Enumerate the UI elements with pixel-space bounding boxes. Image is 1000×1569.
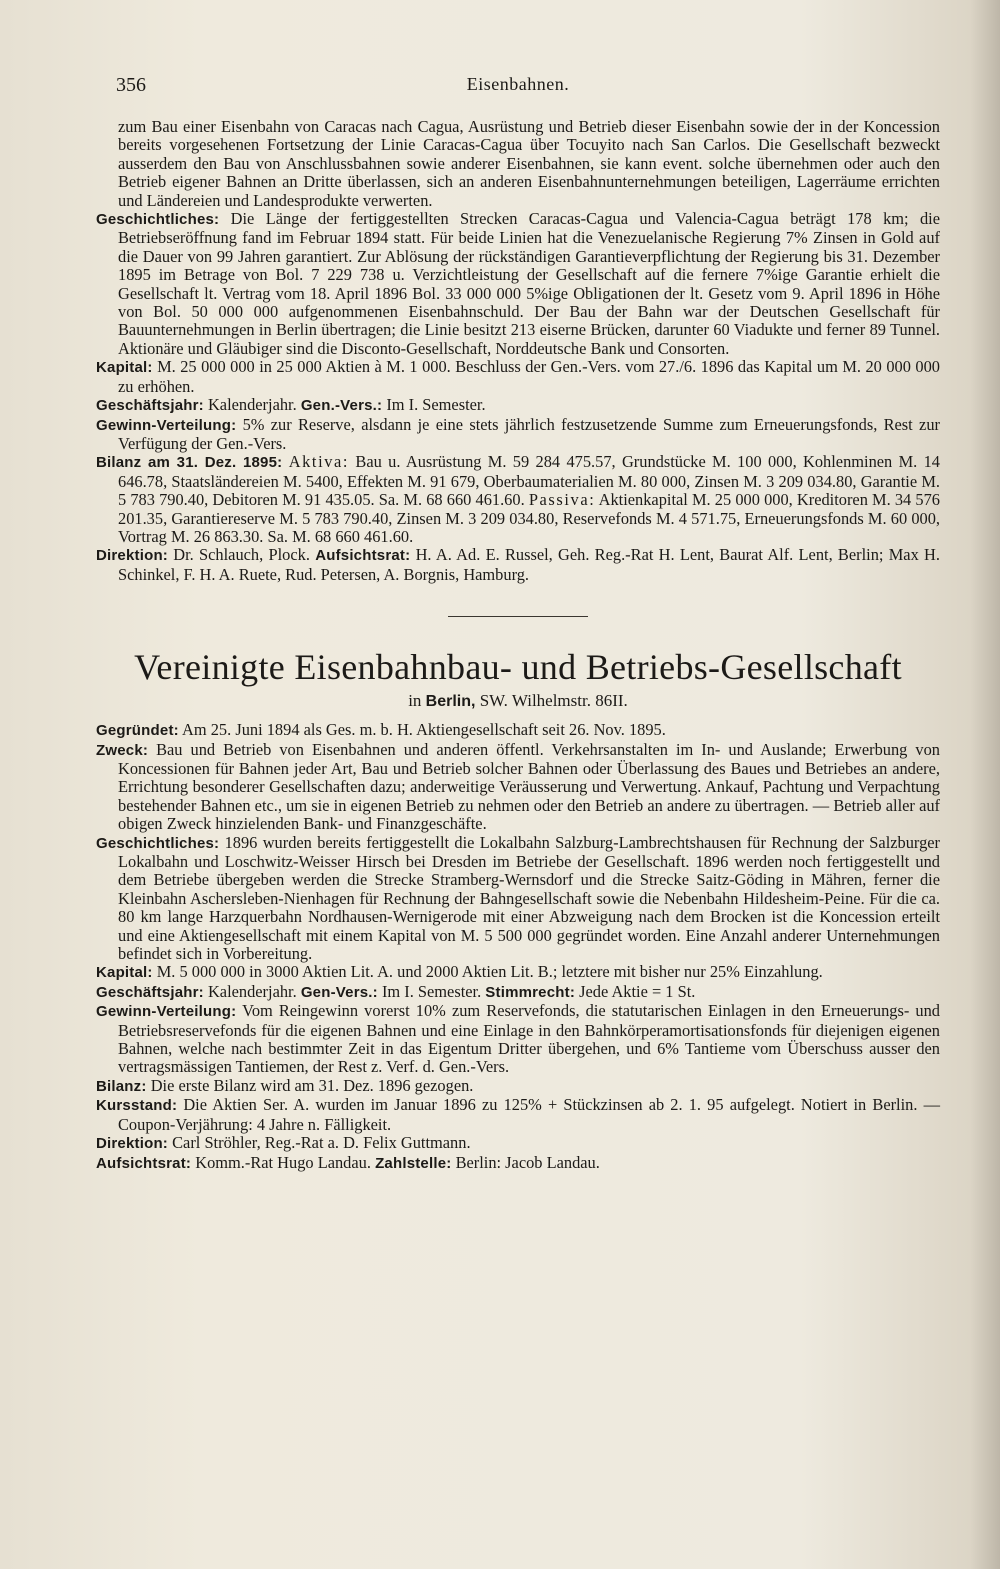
kapital-label-2: Kapital: — [96, 964, 153, 982]
bilanz-text-2: Die erste Bilanz wird am 31. Dez. 1896 gezogen. — [150, 1075, 474, 1095]
gewinn-label-2: Gewinn-Verteilung: — [96, 1003, 237, 1021]
geschaeftsjahr-text-2: Kalenderjahr. — [207, 981, 297, 1001]
kursstand-text: Die Aktien Ser. A. wurden im Januar 1896 zu 125% + Stückzinsen ab 2. 1. 95 aufgelegt. Notiert in Berlin. — Coupon-Verjährung: 4 Jahre n. Fälligkeit. — [118, 1095, 940, 1134]
geschaeftsjahr-label: Geschäftsjahr: — [96, 397, 204, 415]
direktion-label: Direktion: — [96, 547, 169, 565]
intro-text: zum Bau einer Eisenbahn von Caracas nach Cagua, Ausrüstung und Betrieb dieser Eisenbahn sowie der in der Koncession bereits vorgesehenen Fortsetzung der Linie Caracas-Cagua über Tocuyito nach San Carlos. Die Gesellschaft bezweckt ausserdem den Bau von Anschlussbahnen sowie anderer Eisenbahnen, sie kann event. solche übernehmen oder auch den Betrieb eigener Bahnen an Dritte überlassen, sich an anderen Eisenbahnunternehmungen beteiligen, Lagerräume errichten und Ländereien und Landesprodukte verwerten. — [118, 117, 940, 210]
zahlstelle-text: Berlin: Jacob Landau. — [455, 1152, 600, 1172]
gewinn-label: Gewinn-Verteilung: — [96, 416, 237, 434]
entry-intro-paragraph — [96, 118, 940, 210]
genvers-text-2: Im I. Semester. — [381, 981, 482, 1001]
section-divider — [448, 616, 588, 617]
genvers-label-2: Gen-Vers.: — [300, 983, 378, 1001]
aktiva-text: Bau u. Ausrüstung M. 59 284 475.57, Grundstücke M. 100 000, Kohlenminen M. 14 646.78, Staatsländereien M. 5400, Effekten M. 91 679, Oberbaumaterialien M. 80 000, Zinsen M. 3 209 034.80, Garantie M. 5 783 790.40, Debitoren M. 91 435.05. Sa. M. 68 660 461.60. — [118, 452, 940, 510]
zahlstelle-label: Zahlstelle: — [375, 1154, 452, 1172]
aufsichtsrat-text: H. A. Ad. E. Russel, Geh. Reg.-Rat H. Lent, Baurat Alf. Lent, Berlin; Max H. Schinkel, F. H. A. Ruete, Rud. Petersen, A. Borgnis, Hamburg. — [118, 545, 940, 584]
location-address: SW. Wilhelmstr. 86II. — [479, 691, 628, 711]
kapital-text: M. 25 000 000 in 25 000 Aktien à M. 1 000. Beschluss der Gen.-Vers. vom 27./6. 1896 das Kapital um M. 20 000 000 zu erhöhen. — [118, 357, 940, 396]
gegruendet-label: Gegründet: — [96, 722, 179, 740]
gewinn-paragraph-2 — [96, 1002, 940, 1077]
aktiva-label: Aktiva: — [288, 452, 350, 472]
zweck-paragraph — [96, 741, 940, 834]
geschaeftsjahr-paragraph-2 — [96, 983, 940, 1002]
gewinn-text: 5% zur Reserve, alsdann je eine stets jährlich festzusetzende Summe zum Erneuerungsfonds, Rest zur Verfügung der Gen.-Vers. — [118, 414, 940, 453]
zweck-text: Bau und Betrieb von Eisenbahnen und anderen öffentl. Verkehrsanstalten im In- und Auslande; Erwerbung von Koncessionen für Bahnen jeder Art, Bau und Betrieb solcher Bahnen oder Überlassung des Baues und Betriebes an andere, Errichtung besonderer Gesellschaften dazu; anderweitige Veräusserung und Verwertung. Ankauf, Pachtung und Verpachtung bestehender Bahnen etc., um sie in eigenen Betrieb zu nehmen oder den Betrieb an andere zu übertragen. — Betrieb aller auf obigen Zweck hinzielenden Bank- und Finanzgeschäfte. — [118, 739, 940, 834]
genvers-label: Gen.-Vers.: — [300, 397, 383, 415]
location-city: Berlin, — [425, 693, 476, 711]
geschichtliches-label-2: Geschichtliches: — [96, 834, 220, 852]
kapital-label: Kapital: — [96, 359, 153, 377]
page-number: 356 — [116, 74, 146, 96]
geschichtliches-paragraph-2 — [96, 834, 940, 964]
passiva-text: Aktienkapital M. 25 000 000, Kreditoren M. 34 576 201.35, Garantiereserve M. 5 783 790.40, Zinsen M. 3 209 034.80, Reservefonds M. 4 571.75, Erneuerungsfonds M. 60 000, Vortrag M. 26 863.30. Sa. M. 68 660 461.60. — [118, 490, 940, 546]
entry-vereinigte-body — [96, 721, 940, 1173]
kapital-text-2: M. 5 000 000 in 3000 Aktien Lit. A. und 2000 Aktien Lit. B.; letztere mit bisher nur 25% Einzahlung. — [156, 962, 823, 982]
direktion-paragraph-2 — [96, 1134, 940, 1153]
stimmrecht-label: Stimmrecht: — [485, 983, 576, 1001]
kapital-paragraph — [96, 358, 940, 396]
aufsichtsrat-text-2: Komm.-Rat Hugo Landau. — [195, 1152, 371, 1172]
bilanz-label: Bilanz am 31. Dez. 1895: — [96, 454, 283, 472]
geschichtliches-text: Die Länge der fertiggestellten Strecken Caracas-Cagua und Valencia-Cagua beträgt 178 km; die Betriebseröffnung fand im Februar 1894 statt. Für beide Linien hat die Venezuelanische Regierung 7% Zinsen in Gold auf die Dauer von 99 Jahren garantiert. Zur Ablösung der rückständigen Garantieverpflichtung der Regierung bis 31. Dezember 1895 im Betrage von Bol. 7 229 738 u. Verzichtleistung der Gesellschaft auf die fernere 7%ige Garantie erhielt die Gesellschaft lt. Vertrag vom 18. April 1896 Bol. 33 000 000 5%ige Obligationen der lt. Gesetz vom 9. April 1896 in Höhe von Bol. 50 000 000 aufgenommenen Eisenbahnschuld. Der Bau der Bahn war der Deutschen Gesellschaft für Bauunternehmungen in Berlin übertragen; die Linie besitzt 213 eiserne Brücken, darunter 60 Viadukte und ferner 89 Tunnel. Aktionäre und Gläubiger sind die Disconto-Gesellschaft, Norddeutsche Bank und Consorten. — [118, 209, 940, 358]
aufsichtsrat-paragraph-2 — [96, 1154, 940, 1173]
direktion-label-2: Direktion: — [96, 1135, 169, 1153]
direktion-text-2: Carl Ströhler, Reg.-Rat a. D. Felix Guttmann. — [172, 1133, 471, 1153]
entry-vereinigte — [96, 647, 940, 1173]
running-head: Eisenbahnen. — [466, 74, 570, 94]
gewinn-text-2: Vom Reingewinn vorerst 10% zum Reservefonds, die statutarischen Einlagen in den Erneuerungs- und Betriebsreservefonds für die eigenen Bahnen und eine Einlage in den Bahnkörperamortisationsfonds für diejenigen eigenen Bahnen, welche nach bestimmter Zeit in das Eigentum Dritter übergehen, und 6% Tantieme vom Überschuss ausser den vertragsmässigen Tantiemen, der Rest z. Verf. d. Gen.-Vers. — [118, 1001, 940, 1077]
kursstand-paragraph — [96, 1096, 940, 1134]
direktion-text: Dr. Schlauch, Plock. — [173, 545, 310, 565]
aufsichtsrat-label: Aufsichtsrat: — [315, 547, 411, 565]
geschaeftsjahr-paragraph — [96, 396, 940, 415]
gegruendet-paragraph — [96, 721, 940, 740]
bilanz-paragraph — [96, 453, 940, 546]
page-header — [96, 70, 940, 104]
gewinn-paragraph — [96, 416, 940, 454]
direktion-paragraph — [96, 546, 940, 584]
geschichtliches-paragraph — [96, 210, 940, 358]
aufsichtsrat-label-2: Aufsichtsrat: — [96, 1154, 192, 1172]
stimmrecht-text: Jede Aktie = 1 St. — [579, 981, 696, 1001]
geschaeftsjahr-text: Kalenderjahr. — [207, 395, 297, 415]
geschichtliches-text-2: 1896 wurden bereits fertiggestellt die Lokalbahn Salzburg-Lambrechtshausen für Rechnung der Salzburger Lokalbahn und Loschwitz-Weisser Hirsch bei Dresden im Betriebe der Gesellschaft. 1896 werden noch fertiggestellt und dem Betriebe übergeben werden die Strecke Stramberg-Wernsdorf und die Strecke Saitz-Göding in Mähren, ferner die Kleinbahn Aschersleben-Nienhagen für Rechnung der Bahngesellschaft sowie die Nebenbahn Hildesheim-Peine. Für die ca. 80 km lange Harzquerbahn Nordhausen-Wernigerode mit einer Abzweigung nach dem Brocken ist die Koncession erteilt und eine Aktiengesellschaft mit einem Kapital von M. 5 500 000 gegründet worden. Eine Anzahl anderer Unternehmungen befindet sich in Vorbereitung. — [118, 832, 940, 964]
zweck-label: Zweck: — [96, 741, 149, 759]
entry-caracas — [96, 118, 940, 584]
bilanz-label-2: Bilanz: — [96, 1077, 147, 1095]
passiva-label: Passiva: — [528, 490, 596, 510]
geschaeftsjahr-label-2: Geschäftsjahr: — [96, 983, 204, 1001]
company-title: Vereinigte Eisenbahnbau- und Betriebs-Gesellschaft — [134, 647, 902, 688]
location-prefix: in — [408, 691, 422, 711]
gegruendet-text: Am 25. Juni 1894 als Ges. m. b. H. Aktiengesellschaft seit 26. Nov. 1895. — [182, 720, 666, 740]
company-location — [96, 691, 940, 711]
genvers-text: Im I. Semester. — [386, 395, 486, 415]
geschichtliches-label: Geschichtliches: — [96, 211, 220, 229]
kursstand-label: Kursstand: — [96, 1097, 178, 1115]
kapital-paragraph-2 — [96, 963, 940, 982]
bilanz-paragraph-2 — [96, 1077, 940, 1096]
